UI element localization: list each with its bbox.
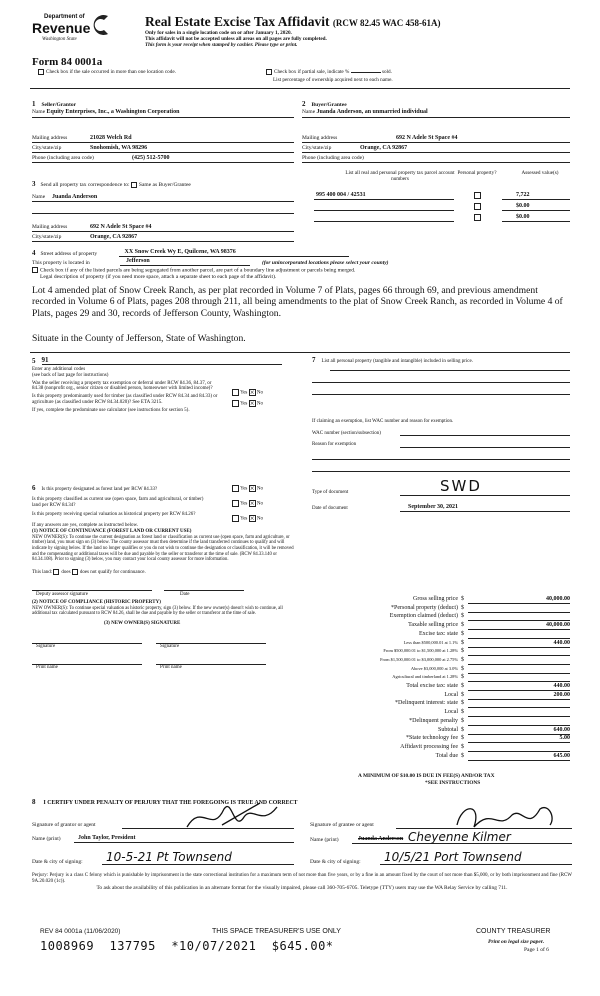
assessed-value[interactable]: $0.00 [502,214,570,222]
header-notes [145,30,327,49]
sec6-q1: Is this property designated as forest land per RCW 84.33? [41,487,158,492]
fee-label: *State technology fee [406,735,458,742]
checkbox[interactable] [266,69,272,75]
alternate-format-notice: To ask about the availability of this publication in an alternate format for the visually impaired, please call 360-705-6705. Teletype (TTY) users may use the WA Relay Service by calling 711. [96,885,508,892]
situate-text[interactable]: Situate in the County of Jefferson, State of Washington. [32,333,246,345]
county-treasurer-label: COUNTY TREASURER [476,928,551,935]
property-street[interactable]: XX Snow Creek Wy E, Quilcene, WA 98376 [119,249,349,257]
fee-label: From $1,500,000.01 to $3,000,000 at 2.75% [380,656,458,662]
fee-label: *Delinquent penalty [409,717,458,724]
buyer-section [302,100,570,118]
name-label: Name [302,109,316,116]
dept-of-label: Department of [44,14,85,20]
sec5-q2: Is this property predominantly used for timber (as classified under RCW 84.34 and 84.33) or agriculture (as classified under RCW 84.34.020)? See ETA 3215. [32,394,218,405]
buyer-city-value[interactable]: Orange, CA 92867 [360,144,408,151]
section-number: 8 [32,798,36,806]
no-label: No [256,390,263,396]
section-number: 4 [32,249,36,257]
fee-dollar-sign: $ [461,674,464,681]
no-label: No [256,501,263,507]
header-note-1: Only for sales in a single location code on or after January 1, 2020. [145,30,292,36]
located-label: This property is located in [32,259,90,266]
fee-dollar-sign: $ [461,622,464,629]
fee-label: Affidavit processing fee [400,743,458,750]
correspondence-section [32,180,294,242]
fee-row [355,631,570,640]
continuance-heading: (1) NOTICE OF CONTINUANCE (FOREST LAND OR CURRENT USE) [32,528,192,534]
fee-dollar-sign: $ [461,683,464,689]
fee-value[interactable] [468,709,570,717]
personal-property-checkbox[interactable] [474,192,481,199]
yes-checkbox[interactable] [232,485,239,492]
see-instructions-note: *SEE INSTRUCTIONS [425,780,481,786]
fee-value[interactable] [468,613,570,621]
legal-label: Legal description of property (if you need more space, attach a separate sheet to each page of the affidavit). [40,273,277,280]
yes-label: Yes [240,486,248,492]
fee-value[interactable]: 440.00 [468,640,570,648]
fee-row [355,709,570,718]
washington-state-label: Washington State [42,37,77,42]
legal-paper-note: Print on legal size paper. [488,939,545,945]
city-label: City/state/zip [32,144,62,151]
mailing-label: Mailing address [302,135,338,141]
grantee-name-struck[interactable]: Juanda Anderson [358,835,404,842]
any-yes-note: If any answers are yes, complete as instructed below. [32,523,139,528]
section-8 [32,798,572,892]
segregated-checkbox[interactable] [32,267,38,273]
buyer-name[interactable]: Juanda Anderson, an unmarried individual [316,109,428,116]
fee-dollar-sign: $ [461,665,464,672]
yes-checkbox[interactable] [232,500,239,507]
same-as-buyer-checkbox[interactable] [131,182,137,188]
form-rcw: (RCW 82.45 WAC 458-61A) [332,18,441,28]
certify-text: I CERTIFY UNDER PENALTY OF PERJURY THAT THE FOREGOING IS TRUE AND CORRECT [43,800,298,806]
fee-row [355,735,570,744]
fee-dollar-sign: $ [461,648,464,655]
fee-value[interactable]: 200.00 [468,692,570,700]
owner-print-line-2[interactable]: Print name [156,664,266,671]
fee-dollar-sign: $ [461,752,464,759]
assessed-col-header: Assessed value(s) [521,170,559,176]
no-label: No [256,516,263,522]
fee-row [355,718,570,727]
seller-section [32,100,294,118]
reason-label: Reason for exemption [312,442,357,448]
fee-label: Excise tax: state [419,630,458,637]
header-note-2: This affidavit will not be accepted unless all areas on all pages are fully completed. [145,36,327,43]
no-checkbox[interactable] [249,400,256,407]
phone-label: Phone (including area code) [302,154,364,161]
buyer-mail-value[interactable]: 692 N Adele St Space #4 [396,135,458,141]
yes-label: Yes [240,501,248,507]
fee-value[interactable]: 440.00 [468,683,570,691]
doc-date-value[interactable]: September 30, 2021 [400,504,570,512]
doc-type-label: Type of document [312,490,349,496]
fee-label: Local [444,691,458,698]
fee-dollar-sign: $ [461,691,464,698]
cashier-stamp: 1008969 137795 *10/07/2021 $645.00* [40,939,334,953]
revenue-logo [32,12,114,46]
personal-col-header: Personal property? [457,170,497,176]
sec6-q1-answer[interactable] [232,485,263,492]
section-number: 5 [32,357,36,365]
correspondence-text: Send all property tax correspondence to: [40,182,130,188]
reason-input[interactable] [400,442,570,448]
segregated-label: Check box if any of the listed parcels are being segregated from another parcel, are part of a boundary line adjustment or parcels being merged. [40,267,356,274]
assessed-value[interactable]: 7,722 [502,192,570,200]
fee-value[interactable] [468,718,570,726]
rev-number: REV 84 0001a (11/06/2020) [40,928,121,935]
seller-phone-value[interactable]: (425) 512-5700 [132,154,170,161]
fee-label: *Personal property (deduct) [391,604,458,611]
continuance-text: NEW OWNER(S): To continue the current designation as forest land or classification as current use (open space, farm and agriculture, or timber) land, you must sign on (3) below. The county assessor must then determine if the land transferred continues to qualify and will indicate by signing below. If the land no longer qualifies or you do not wish to continue the designation or classification, it will be removed and the compensating or additional taxes will be due and payable by the seller or transferor at the time of sale. (RCW 84.33.140 or 84.34.108). Prior to signing (3) below, you may contact your local county assessor for more information. [32,534,294,563]
fee-row [355,613,570,622]
city-label: City/state/zip [32,234,62,241]
fee-label: Local [444,709,458,716]
fee-row [355,657,570,666]
fee-value[interactable] [468,648,570,656]
owner-signature-line-1[interactable]: Signature [32,643,142,650]
perjury-notice: Perjury: Perjury is a class C felony which is punishable by imprisonment in the state correctional institution for a maximum term of not more than five years, or by a fine in an amount fixed by the court of not more than $5,000, or by both imprisonment and fine (RCW 9A.20.020 (1c)). [32,872,572,884]
seller-mailing [32,135,294,163]
name-print-label: Name (print) [310,837,339,844]
sec5-q2-answer[interactable] [232,400,263,407]
same-as-buyer-label: Same as Buyer/Grantee [138,182,191,188]
fee-label: Taxable selling price [408,622,458,629]
buyer-heading: Buyer/Grantee [311,102,347,108]
personal-property-checkbox[interactable] [474,203,481,210]
multi-location-check[interactable] [38,69,176,76]
location-code[interactable]: 91 [42,356,282,365]
name-label: Name [32,194,46,201]
sec6-q2-answer[interactable] [232,500,263,507]
fee-dollar-sign: $ [461,630,464,637]
exemption-claim-label: If claiming an exemption, list WAC number and reason for exemption. [312,418,454,424]
grantor-signature-label: Signature of grantor or agent [32,822,96,829]
checkbox[interactable] [38,69,44,75]
fee-value[interactable]: 640.00 [468,727,570,735]
fee-label: Gross selling price [413,596,458,602]
fee-row [355,640,570,649]
revenue-logo-icon [90,12,112,38]
sec5-q1: Was the seller receiving a property tax exemption or deferral under RCW 84.36, 84.37, or 84.38 (nonprofit org., senior citizen or disabled person, homeowner with limited income)? [32,380,213,392]
mailing-label: Mailing address [32,224,68,231]
date-city-label: Date & city of signing: [32,859,83,866]
grantee-date-city-handwritten[interactable]: 10/5/21 Port Townsend [380,851,572,866]
grantor-print-name[interactable]: John Taylor, President [74,835,294,843]
unincorp-note: (for unincorporated locations please select your county) [262,259,389,266]
partial-sale-label: Check box if partial sale, indicate % [274,69,350,76]
fee-label: From $500,000.01 to $1,500,000 at 1.28% [383,648,458,654]
form-title-text: Real Estate Excise Tax Affidavit [145,14,330,29]
yes-checkbox[interactable] [232,515,239,522]
seller-name[interactable]: Equity Enterprises, Inc., a Washington Corporation [46,109,180,116]
deputy-signature-line[interactable]: Deputy assessor signature [32,590,152,598]
does-checkbox[interactable] [53,569,59,575]
correspondence-name[interactable]: Juanda Anderson [52,194,98,201]
fee-row [355,727,570,736]
section-number: 3 [32,180,36,188]
owner-signature-line-2[interactable]: Signature [156,643,266,650]
revenue-wordmark: Revenue [32,20,91,36]
parcel-number[interactable] [314,221,454,222]
page-number: Page 1 of 6 [524,947,549,953]
fee-value[interactable] [468,674,570,682]
seller-city-value[interactable]: Snohomish, WA 98296 [90,144,148,151]
section-number: 1 [32,100,36,108]
fee-row [355,700,570,709]
fee-label: Total excise tax: state [406,683,458,689]
fee-dollar-sign: $ [461,639,464,646]
sec6-q3: Is this property receiving special valuation as historical property per RCW 84.26? [32,512,196,518]
sec5-q3: If yes, complete the predominate use calculator (see instructions for section 5). [32,407,190,413]
no-checkbox[interactable] [249,515,256,522]
fee-row [355,753,570,762]
parcels-table [302,171,570,222]
parcel-number[interactable]: 995 400 004 / 42531 [314,192,454,200]
parcel-row [302,200,570,211]
fee-label: *Delinquent interest: state [395,700,458,707]
parcel-row [302,189,570,200]
no-checkbox[interactable] [249,500,256,507]
section-7 [312,356,570,512]
grantor-signature-scribble-icon [182,797,292,837]
yes-label: Yes [240,390,248,396]
no-label: No [256,401,263,407]
property-county[interactable]: Jefferson [120,258,250,266]
form-number: Form 84 0001a [32,56,103,68]
fee-row [355,605,570,614]
no-checkbox[interactable] [249,485,256,492]
fee-row [355,622,570,631]
deputy-date-line[interactable]: Date [164,590,244,598]
fee-dollar-sign: $ [461,709,464,716]
city-label: City/state/zip [302,144,332,151]
fee-dollar-sign: $ [461,596,464,602]
compliance-text: NEW OWNER(S): To continue special valuation as historic property, sign (3) below. If the new owner(s) doesn't wish to continue, all additional tax calculated pursuant to RCW 84.26, shall be due and payable by the seller or transferor at the time of sale. [32,605,283,617]
doc-type-handwritten[interactable]: SWD [440,477,482,495]
section-6 [32,484,297,670]
assessed-value[interactable]: $0.00 [502,203,570,211]
sold-label: sold. [381,69,392,76]
fee-value[interactable] [468,666,570,674]
no-label: No [256,486,263,492]
fee-value[interactable] [468,657,570,665]
section-number: 7 [312,356,316,364]
correspondence-mail[interactable]: 692 N Adele St Space #4 [90,224,152,231]
fee-row [355,683,570,692]
yes-checkbox[interactable] [232,400,239,407]
does-not-label: does not qualify for continuance. [79,570,146,576]
seller-heading: Seller/Grantor [41,102,77,108]
doc-date-label: Date of document [312,506,348,512]
fee-row [355,648,570,657]
section-number: 6 [32,484,36,492]
fee-row [355,596,570,605]
fee-row [355,674,570,683]
grantee-name-handwritten[interactable]: Cheyenne Kilmer [408,829,511,844]
fee-label: Above $3,000,000 at 3.0% [410,665,458,671]
compliance-heading: (2) NOTICE OF COMPLIANCE (HISTORIC PROPERTY) [32,599,161,605]
parcel-row [302,211,570,222]
enter-codes-label: Enter any additional codes [32,367,86,373]
street-label: Street address of property [40,250,98,257]
fee-label: Less than $500,000.01 at 1.1% [403,639,458,645]
form-title [145,14,441,30]
fee-dollar-sign: $ [461,726,464,733]
grantee-signature-label: Signature of grantee or agent [310,822,374,829]
owner-print-line-1[interactable]: Print name [32,664,142,671]
sec6-q3-answer[interactable] [232,515,263,522]
section-5 [32,356,297,413]
phone-label: Phone (including area code) [32,154,94,161]
wac-label: WAC number (section/subsection) [312,430,381,436]
this-land-label: This land: [32,570,53,576]
personal-property-checkbox[interactable] [474,214,481,221]
name-print-label: Name (print) [32,836,61,843]
fee-row [355,744,570,753]
fee-dollar-sign: $ [461,717,464,724]
fee-label: Agricultural and timberland at 1.28% [392,674,458,680]
wac-input[interactable] [400,431,570,437]
property-section [32,249,570,344]
partial-sale-check[interactable] [266,69,392,76]
seller-mail-value[interactable]: 21028 Welch Rd [90,135,132,141]
correspondence-city[interactable]: Orange, CA 92867 [90,234,138,241]
date-city-label: Date & city of signing: [310,859,361,866]
minimum-due-note: A MINIMUM OF $10.00 IS DUE IN FEE(S) AND/OR TAX [358,773,495,779]
fee-dollar-sign: $ [461,613,464,620]
grantor-date-city-handwritten[interactable]: 10-5-21 Pt Townsend [102,851,294,866]
fee-value[interactable]: 40,000.00 [468,622,570,630]
personal-property-label: List all personal property (tangible and intangible) included in selling price. [321,359,473,364]
multi-location-label: Check box if the sale occurred in more than one location code. [46,69,176,76]
legal-description[interactable]: Lot 4 amended plat of Snow Creek Ranch, as per plat recorded in Volume 7 of Plats, pages 66 through 69, and previous amendment recorded in Volume 6 of Plats, pages 208 through 211, all being amendments to the plat of Snow Creek Ranch, as recorded in Volume 4 of Plats, pages 29 and 30, records of Jefferson County, Washington. [32,284,563,319]
yes-label: Yes [240,401,248,407]
fee-value[interactable] [468,700,570,708]
buyer-mailing [302,135,570,163]
yes-label: Yes [240,516,248,522]
list-pct-note: List percentage of ownership acquired next to each name. [273,77,393,83]
fee-value[interactable] [468,631,570,639]
fee-value[interactable]: 645.00 [468,753,570,761]
does-not-checkbox[interactable] [72,569,78,575]
fee-row [355,692,570,701]
parcels-col-header: List all real and personal property tax parcel account numbers [345,170,455,182]
does-label: does [61,570,71,576]
sec6-q2: Is this property classified as current use (open space, farm and agricultural, or timber) land per RCW 84.34? [32,496,204,508]
fee-dollar-sign: $ [461,656,464,663]
name-label: Name [32,109,46,116]
fee-value[interactable] [468,744,570,752]
fee-label: Total due [435,752,458,759]
fee-value[interactable]: 5.00 [468,735,570,743]
fee-label: Subtotal [437,726,458,733]
see-back-label: (see back of last page for instructions) [32,372,109,378]
header-note-3: This form is your receipt when stamped by cashier. Please type or print. [145,42,298,49]
mailing-label: Mailing address [32,135,68,141]
section-number: 2 [302,100,306,108]
fee-value[interactable] [468,605,570,613]
fee-dollar-sign: $ [461,735,464,742]
new-owner-signature-heading: (3) NEW OWNER(S) SIGNATURE [104,621,181,627]
fee-row [355,666,570,675]
fee-label: Exemption claimed (deduct) [389,613,458,620]
fee-dollar-sign: $ [461,700,464,707]
treasurer-use-label: THIS SPACE TREASURER'S USE ONLY [212,928,341,935]
fee-dollar-sign: $ [461,604,464,611]
fee-dollar-sign: $ [461,743,464,750]
fee-value[interactable]: 40,000.00 [468,596,570,604]
